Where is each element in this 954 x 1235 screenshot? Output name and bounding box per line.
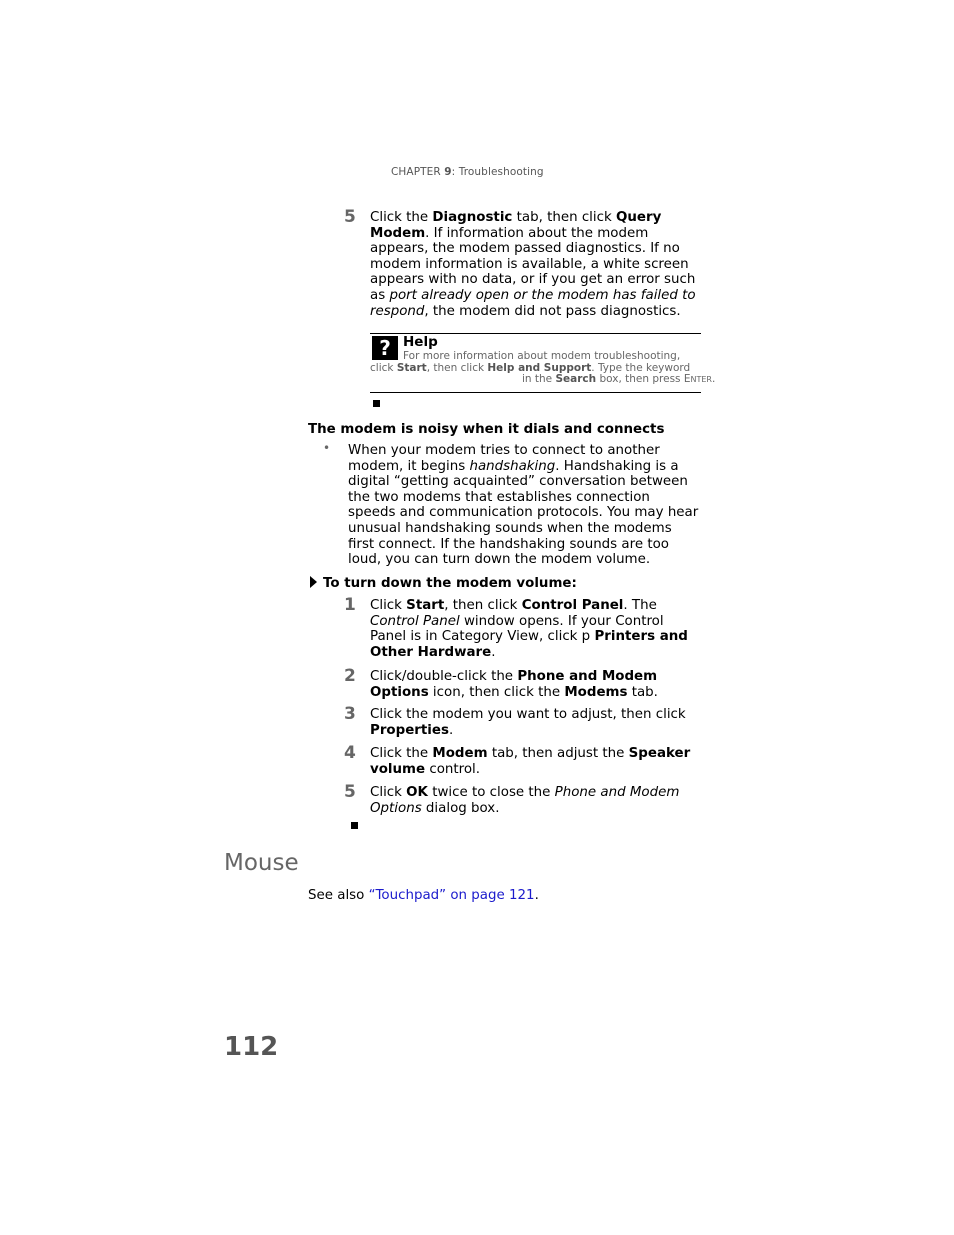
text: , then click bbox=[426, 362, 488, 374]
see-also bbox=[308, 888, 539, 904]
ok-term: OK bbox=[406, 785, 428, 800]
help-support-term: Help and Support bbox=[487, 362, 592, 374]
dialog-name: Phone and Modem Options bbox=[370, 785, 680, 816]
step-text bbox=[370, 669, 701, 700]
chapter-number: 9 bbox=[444, 166, 452, 178]
text: . Type the keyword bbox=[591, 362, 691, 374]
text: . The bbox=[623, 598, 657, 613]
help-title: Help bbox=[403, 334, 438, 350]
bullet-text bbox=[348, 443, 700, 568]
step-number: 2 bbox=[344, 666, 356, 686]
text: . bbox=[491, 644, 496, 660]
step-number: 5 bbox=[344, 782, 356, 802]
text: . bbox=[711, 373, 716, 385]
text: , then click bbox=[444, 598, 522, 613]
control-panel-window: Control Panel bbox=[370, 613, 460, 629]
enter-key-smallcaps: NTER bbox=[690, 375, 712, 384]
touchpad-link[interactable]: “Touchpad” on page 121 bbox=[368, 888, 535, 903]
step-number: 1 bbox=[344, 595, 356, 615]
search-term: Search bbox=[555, 373, 597, 385]
text: Click/double-click the bbox=[370, 669, 518, 684]
text: window opens. If your Control Panel is in Category View, click p bbox=[370, 613, 664, 645]
query-modem-term: Query Modem bbox=[370, 210, 662, 241]
text: . If information about the modem appears, the modem passed diagnostics. If no modem information is available, a white screen appears with no data, or if you get an error such as bbox=[370, 225, 696, 303]
page-number: 112 bbox=[224, 1032, 279, 1062]
phone-modem-options-term: Phone and Modem Options bbox=[370, 669, 658, 700]
help-line-3 bbox=[522, 373, 715, 386]
text: When your modem tries to connect to another modem, it begins bbox=[348, 443, 660, 474]
triangle-arrow-icon bbox=[310, 576, 317, 588]
question-icon: ? bbox=[372, 336, 398, 360]
text: Click bbox=[370, 785, 407, 800]
step-number: 4 bbox=[344, 743, 356, 763]
header-separator: : bbox=[451, 166, 456, 178]
text: tab. bbox=[627, 684, 658, 700]
text: icon, then click the bbox=[428, 684, 565, 700]
enter-key: E bbox=[683, 373, 691, 385]
text: See also bbox=[308, 888, 369, 903]
text: , the modem did not pass diagnostics. bbox=[424, 303, 681, 319]
text: box, then press bbox=[596, 373, 684, 385]
text: twice to close the bbox=[427, 785, 555, 800]
text: . bbox=[448, 722, 454, 738]
text: Click the bbox=[370, 210, 433, 225]
handshaking-term: handshaking bbox=[469, 458, 556, 474]
chapter-title: Troubleshooting bbox=[458, 166, 544, 178]
procedure-heading bbox=[310, 576, 577, 592]
text: click bbox=[370, 362, 397, 374]
text: in the bbox=[522, 373, 556, 385]
step-text bbox=[370, 598, 701, 660]
text: control. bbox=[425, 761, 481, 777]
step-text bbox=[370, 746, 701, 777]
help-box bbox=[370, 333, 716, 393]
text: Click the modem you want to adjust, then click bbox=[370, 707, 686, 722]
end-marker bbox=[373, 400, 380, 407]
step-text bbox=[370, 785, 701, 816]
text: tab, then adjust the bbox=[487, 746, 629, 761]
properties-term: Properties bbox=[370, 722, 449, 738]
modems-tab-term: Modems bbox=[564, 684, 628, 700]
text: dialog box. bbox=[421, 800, 500, 816]
step-number: 3 bbox=[344, 704, 356, 724]
modem-tab-term: Modem bbox=[432, 746, 488, 761]
error-message: port already open or the modem has failed to respond bbox=[370, 287, 696, 319]
printers-hardware-term: Printers and Other Hardware bbox=[370, 629, 688, 660]
section-title: Mouse bbox=[224, 850, 299, 876]
text: tab, then click bbox=[512, 210, 616, 225]
chapter-label: CHAPTER bbox=[391, 166, 441, 178]
control-panel-term: Control Panel bbox=[521, 598, 624, 613]
bullet-icon: • bbox=[323, 441, 331, 455]
text: Click the bbox=[370, 746, 433, 761]
step-text bbox=[370, 210, 701, 319]
section-heading: The modem is noisy when it dials and connects bbox=[308, 422, 665, 437]
help-line-1: For more information about modem troubleshooting, bbox=[403, 350, 681, 362]
text: Click bbox=[370, 598, 407, 613]
text: . Handshaking is a digital “getting acquainted” conversation between the two modems that establishes connection speeds and communication protocols. You may hear unusual handshaking sounds when the modems first connect. If the handshaking sounds are too loud, you can turn down the modem volume. bbox=[348, 458, 699, 568]
start-term: Start bbox=[396, 362, 427, 374]
step-text bbox=[370, 707, 701, 738]
text: . bbox=[534, 888, 539, 903]
running-header bbox=[391, 165, 544, 181]
step-number: 5 bbox=[344, 207, 356, 227]
diagnostic-term: Diagnostic bbox=[432, 210, 513, 225]
speaker-volume-term: Speaker volume bbox=[370, 746, 691, 777]
start-term: Start bbox=[406, 598, 445, 613]
procedure-title: To turn down the modem volume: bbox=[323, 576, 577, 591]
end-marker bbox=[351, 822, 358, 829]
